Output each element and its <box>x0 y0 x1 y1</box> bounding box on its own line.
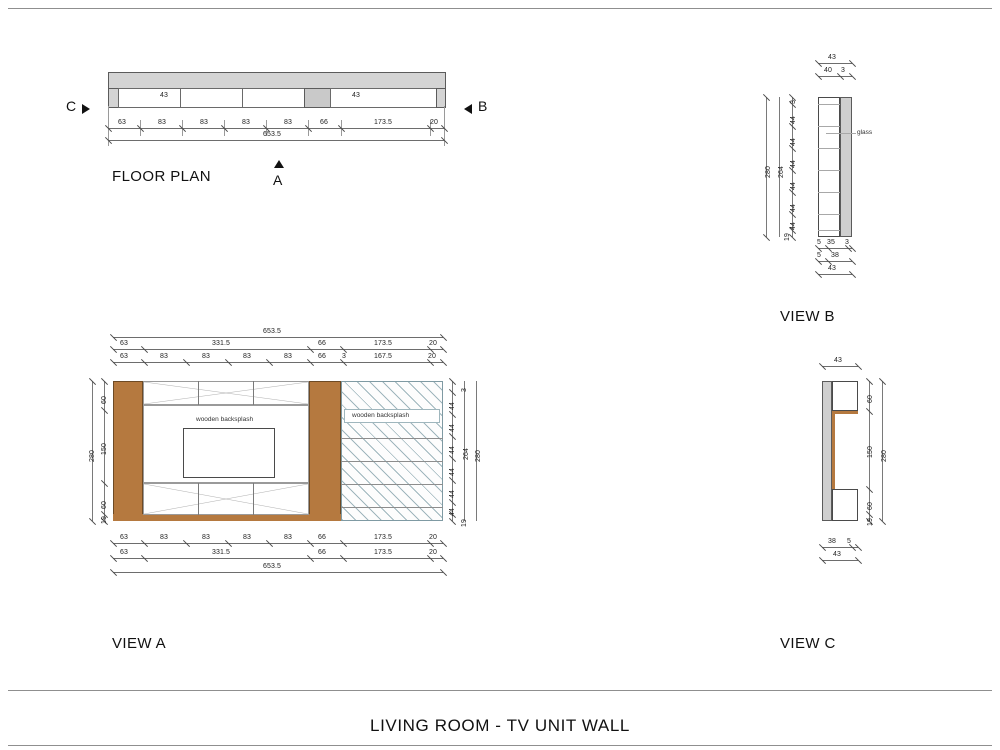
view-b-shelf-1 <box>818 126 840 127</box>
view-b-label: VIEW B <box>780 308 835 325</box>
view-a-top2-1735: 173.5 <box>374 340 393 347</box>
view-a-upper-div-1 <box>198 381 199 405</box>
floor-plan-dim-66: 66 <box>320 119 328 126</box>
view-b-dim-3: 3 <box>790 100 797 104</box>
floor-plan-dim-83d: 83 <box>284 119 292 126</box>
view-b-shelf-0 <box>818 104 840 105</box>
sheet-bottom-rule <box>8 690 992 691</box>
view-b-dimline-top-1 <box>818 63 852 64</box>
view-a-top3-3: 3 <box>342 353 346 360</box>
view-b-dimline-bot-2 <box>818 261 852 262</box>
floor-plan-inner-dim-1: 43 <box>160 92 168 99</box>
view-c-bot-38: 38 <box>828 538 836 545</box>
view-a-dimline-top-2 <box>113 349 443 350</box>
view-c-60a: 60 <box>867 395 874 403</box>
view-a-bot2-63: 63 <box>120 549 128 556</box>
view-a-right-3: 3 <box>461 388 468 392</box>
view-c-wall <box>822 381 832 521</box>
view-a-bot1-63: 63 <box>120 534 128 541</box>
view-b-dim-44b: 44 <box>790 138 797 146</box>
view-a-top2-66: 66 <box>318 340 326 347</box>
view-b-shelf-2 <box>818 148 840 149</box>
view-b-glass-label: glass <box>857 129 873 136</box>
view-a-dimline-bot-total <box>113 572 443 573</box>
view-b-shelf-5 <box>818 214 840 215</box>
view-b-dimline-bot-3 <box>818 274 852 275</box>
view-a-top3-83b: 83 <box>202 353 210 360</box>
floor-plan-dimline-1 <box>108 128 444 129</box>
view-b-bot-35: 35 <box>827 239 835 246</box>
view-b-shelf-6 <box>818 230 840 231</box>
view-b-bot-3: 3 <box>845 239 849 246</box>
view-a-bot2-3315: 331.5 <box>212 549 231 556</box>
view-a-right-44b: 44 <box>449 424 456 432</box>
view-a-right-44a: 44 <box>449 402 456 410</box>
view-a-right-cabinet <box>341 381 443 521</box>
view-c-top-cabinet <box>832 381 858 411</box>
floor-plan-bay-1 <box>118 88 182 108</box>
view-c-280: 280 <box>881 450 888 462</box>
view-a-left-19: 19 <box>101 516 108 524</box>
view-b-top-3: 3 <box>841 67 845 74</box>
view-a-bot1-83d: 83 <box>284 534 292 541</box>
view-a-bot1-1735: 173.5 <box>374 534 393 541</box>
floor-plan-wall-right <box>436 88 446 108</box>
view-a-annotation-right: wooden backsplash <box>352 412 410 419</box>
view-a-lower-hatch <box>143 483 309 515</box>
view-a-dimline-bot-1 <box>113 543 443 544</box>
floor-plan-inner-dim-2: 43 <box>352 92 360 99</box>
floor-plan-dim-83b: 83 <box>200 119 208 126</box>
view-a-top3-83a: 83 <box>160 353 168 360</box>
view-a-bot2-1735: 173.5 <box>374 549 393 556</box>
view-b-bot-38: 38 <box>831 252 839 259</box>
view-a-right-shelf-3 <box>341 484 443 485</box>
view-c-bot-5: 5 <box>847 538 851 545</box>
view-a-right-44e: 44 <box>449 490 456 498</box>
view-b-shelf-3 <box>818 170 840 171</box>
view-b-bot-43: 43 <box>828 265 836 272</box>
view-b-cabinet <box>818 97 840 237</box>
view-b-dimline-top-2 <box>818 76 852 77</box>
view-a-lower-div-2 <box>253 483 254 515</box>
view-b-dim-44e: 44 <box>790 204 797 212</box>
view-a-bot2-20: 20 <box>429 549 437 556</box>
floor-plan-dim-83a: 83 <box>158 119 166 126</box>
view-b-dim-44a: 44 <box>790 116 797 124</box>
view-a-left-150: 150 <box>101 443 108 455</box>
view-c-150: 150 <box>867 446 874 458</box>
view-b-top-40: 40 <box>824 67 832 74</box>
sheet-footer-rule <box>8 745 992 746</box>
view-a-right-44d: 44 <box>449 468 456 476</box>
view-c-dimline-top <box>822 366 858 367</box>
view-c-bot-43: 43 <box>833 551 841 558</box>
view-c-top-43: 43 <box>834 357 842 364</box>
view-a-wood-pier-middle <box>309 381 341 521</box>
view-a-top2-20: 20 <box>429 340 437 347</box>
view-a-top2-63: 63 <box>120 340 128 347</box>
view-a-right-shelf-1 <box>341 438 443 439</box>
view-a-upper-div-2 <box>253 381 254 405</box>
view-a-right-19: 19 <box>461 519 468 527</box>
view-a-dimline-total-top <box>113 337 443 338</box>
view-c-label: VIEW C <box>780 635 836 652</box>
view-a-top3-83d: 83 <box>284 353 292 360</box>
view-b-264: 264 <box>778 166 785 178</box>
section-marker-a-arrow <box>274 160 284 168</box>
view-b-dim-44f: 44 <box>790 222 797 230</box>
sheet-top-rule <box>8 8 992 9</box>
view-a-left-60b: 60 <box>101 501 108 509</box>
view-a-right-264: 264 <box>463 448 470 460</box>
view-c-wood-back <box>832 414 835 489</box>
view-b-dim-44d: 44 <box>790 182 797 190</box>
floor-plan-bay-4 <box>330 88 438 108</box>
section-marker-b: B <box>478 98 488 114</box>
view-b-top-43: 43 <box>828 54 836 61</box>
view-a-bot1-83a: 83 <box>160 534 168 541</box>
view-a-top3-63: 63 <box>120 353 128 360</box>
section-marker-b-arrow <box>464 104 472 114</box>
view-a-top3-1675: 167.5 <box>374 353 393 360</box>
view-a-lower-div-1 <box>198 483 199 515</box>
view-a-label: VIEW A <box>112 635 167 652</box>
view-a-right-shelf-4 <box>341 507 443 508</box>
view-a-left-total: 280 <box>89 450 96 462</box>
floor-plan-dim-173: 173.5 <box>374 119 393 126</box>
section-marker-a: A <box>273 172 283 188</box>
view-a-left-60a: 60 <box>101 396 108 404</box>
floor-plan-dim-83c: 83 <box>242 119 250 126</box>
view-c-60b: 60 <box>867 502 874 510</box>
view-a-bot1-66: 66 <box>318 534 326 541</box>
view-c-dimline-bot-2 <box>822 560 858 561</box>
view-a-tv-screen <box>183 428 275 478</box>
view-a-wood-pier-left <box>113 381 143 521</box>
view-a-dimline-top-3 <box>113 362 443 363</box>
view-b-dim-19: 19 <box>784 233 791 241</box>
floor-plan-bay-2 <box>180 88 244 108</box>
view-b-bot-5a: 5 <box>817 239 821 246</box>
view-c-bottom-cabinet <box>832 489 858 521</box>
view-a-bot1-20: 20 <box>429 534 437 541</box>
view-a-dimline-bot-2 <box>113 558 443 559</box>
view-a-bottom-total: 653.5 <box>263 563 282 570</box>
view-b-wall <box>840 97 852 237</box>
view-a-right-280: 280 <box>475 450 482 462</box>
view-a-upper-hatch <box>143 381 309 405</box>
floor-plan-label: FLOOR PLAN <box>112 168 212 185</box>
floor-plan-dimline-total <box>108 140 444 141</box>
view-c-19: 19 <box>867 518 874 526</box>
view-b-bot-5b: 5 <box>817 252 821 259</box>
floor-plan-pier <box>304 88 332 108</box>
floor-plan-dim-20: 20 <box>430 119 438 126</box>
view-b-280: 280 <box>765 166 772 178</box>
floor-plan-total: 653.5 <box>263 131 282 138</box>
section-marker-c: C <box>66 98 77 114</box>
view-c-wood-top <box>832 411 858 414</box>
sheet-title: LIVING ROOM - TV UNIT WALL <box>370 716 630 735</box>
view-a-top-total: 653.5 <box>263 328 282 335</box>
view-a-right-44f: 44 <box>449 508 456 516</box>
view-a-bot1-83c: 83 <box>243 534 251 541</box>
view-a-top3-20: 20 <box>428 353 436 360</box>
view-a-top3-83c: 83 <box>243 353 251 360</box>
view-a-right-shelf-2 <box>341 461 443 462</box>
floor-plan-dim-63: 63 <box>118 119 126 126</box>
section-marker-c-arrow <box>82 104 90 114</box>
view-a-bot2-66: 66 <box>318 549 326 556</box>
view-a-annotation-left: wooden backsplash <box>196 416 254 423</box>
view-b-glass-leader <box>826 133 856 134</box>
view-b-shelf-4 <box>818 192 840 193</box>
view-a-top3-66: 66 <box>318 353 326 360</box>
floor-plan-bay-3 <box>242 88 306 108</box>
view-b-dim-44c: 44 <box>790 160 797 168</box>
view-a-right-44c: 44 <box>449 446 456 454</box>
view-a-top2-3315: 331.5 <box>212 340 231 347</box>
view-a-bot1-83b: 83 <box>202 534 210 541</box>
